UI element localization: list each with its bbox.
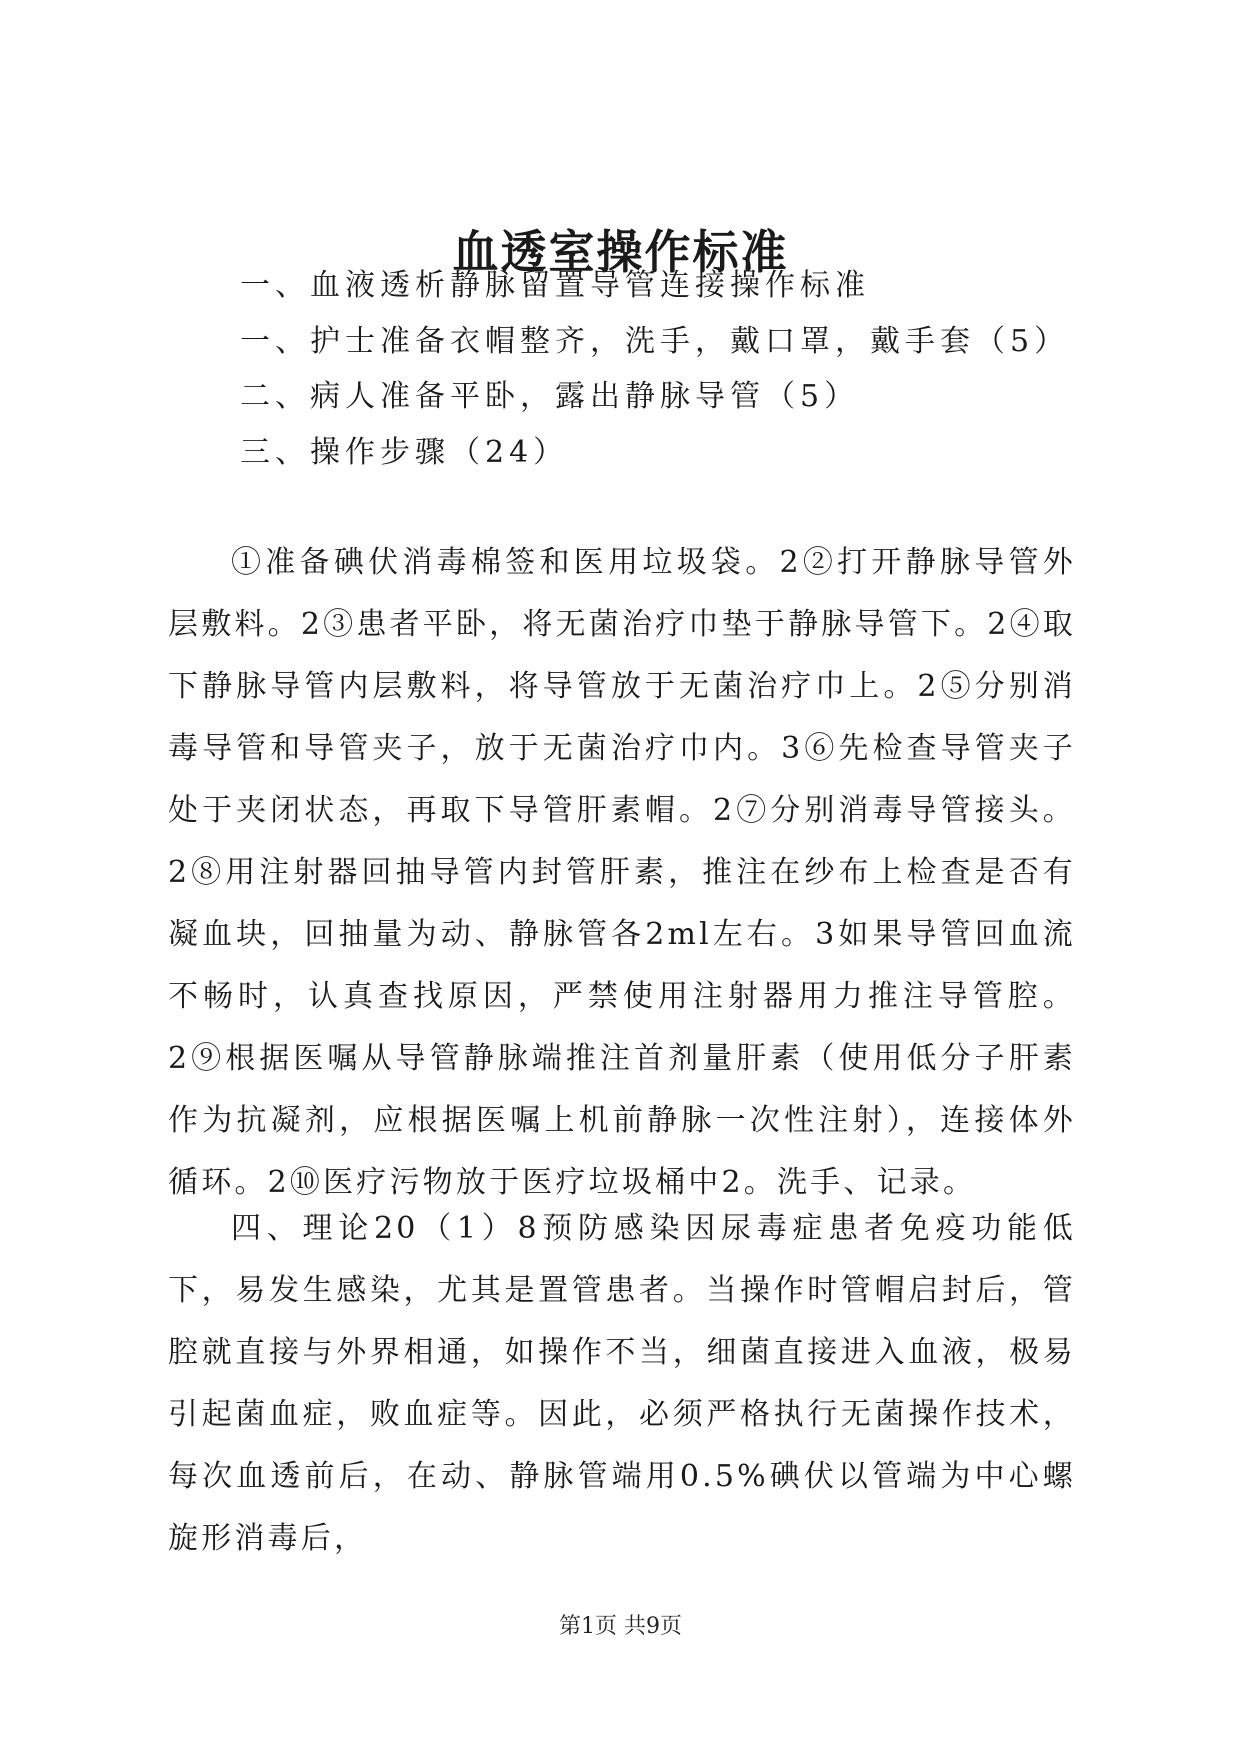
theory-paragraph: 四、理论20（1）8预防感染因尿毒症患者免疫功能低下，易发生感染，尤其是置管患者。当操作时管帽启封后，管腔就直接与外界相通，如操作不当，细菌直接进入血液，极易引起菌血症，败血症等。因此，必须严格执行无菌操作技术，每次血透前后，在动、静脉管端用0.5%碘伏以管端为中心螺旋形消毒后， — [168, 1211, 1076, 1556]
item-patient-preparation: 二、病人准备平卧，露出静脉导管（5） — [240, 379, 860, 414]
section-heading: 一、血液透析静脉留置导管连接操作标准 — [240, 268, 870, 303]
operation-steps-paragraph: ①准备碘伏消毒棉签和医用垃圾袋。2②打开静脉导管外层敷料。2③患者平卧，将无菌治疗巾垫于静脉导管下。2④取下静脉导管内层敷料，将导管放于无菌治疗巾上。2⑤分别消毒导管和导管夹子，放于无菌治疗巾内。3⑥先检查导管夹子处于夹闭状态，再取下导管肝素帽。2⑦分别消毒导管接头。2⑧用注射器回抽导管内封管肝素，推注在纱布上检查是否有凝血块，回抽量为动、静脉管各2ml左右。3如果导管回血流不畅时，认真查找原因，严禁使用注射器用力推注导管腔。2⑨根据医嘱从导管静脉端推注首剂量肝素（使用低分子肝素作为抗凝剂，应根据医嘱上机前静脉一次性注射），连接体外循环。2⑩医疗污物放于医疗垃圾桶中2。洗手、记录。 — [168, 545, 1076, 1200]
page-footer: 第1页 共9页 — [559, 1614, 682, 1639]
document-title: 血透室操作标准 — [452, 225, 789, 279]
item-operation-steps: 三、操作步骤（24） — [240, 435, 569, 470]
item-nurse-preparation: 一、护士准备衣帽整齐，洗手，戴口罩，戴手套（5） — [240, 324, 1070, 359]
